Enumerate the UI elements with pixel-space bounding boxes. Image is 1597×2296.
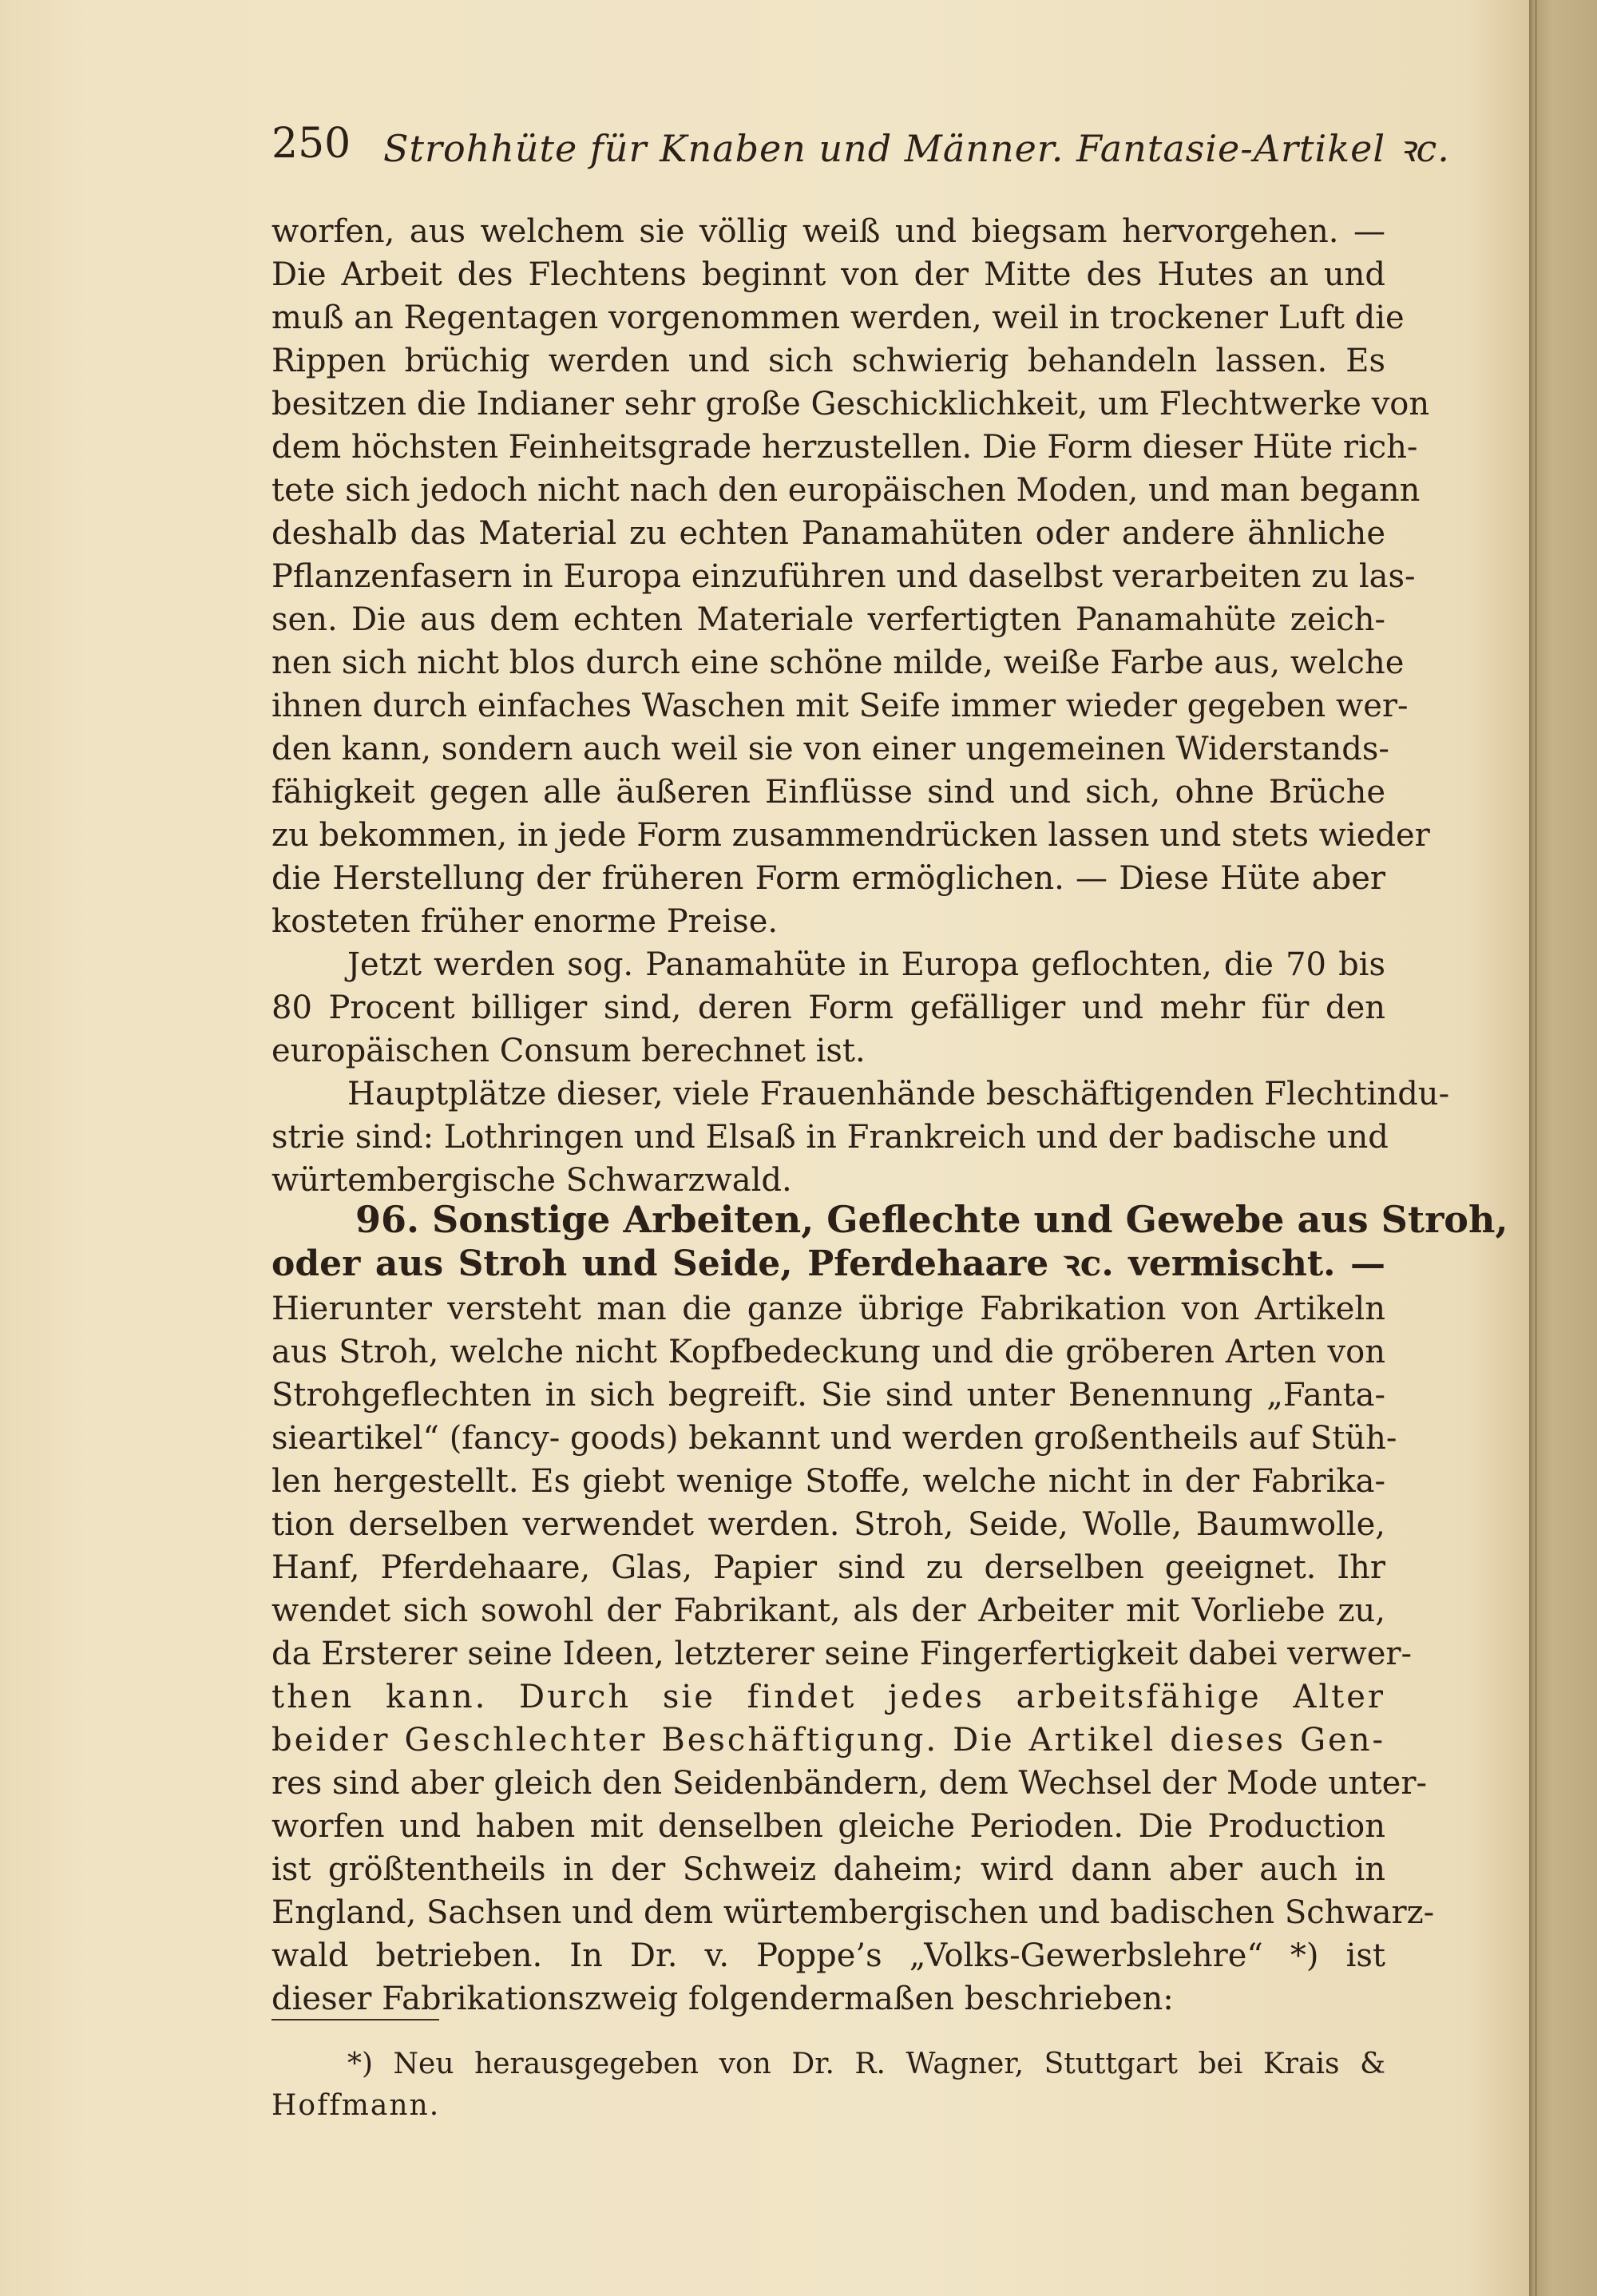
text-line: da Ersterer seine Ideen, letzterer seine Fingerfertigkeit dabei verwer- [271,1636,1413,1672]
section-heading-continued: oder aus Stroh und Seide, Pferdehaare ꝛc. vermischt. — [271,1243,1385,1284]
text-line: fähigkeit gegen alle äußeren Einflüsse sind und sich, ohne Brüche [271,774,1385,811]
text-line: deshalb das Material zu echten Panamahüten oder andere ähnliche [271,515,1385,552]
text-line: muß an Regentagen vorgenommen werden, weil in trockener Luft die [271,299,1405,336]
text-line: sen. Die aus dem echten Materiale verfertigten Panamahüte zeich- [271,601,1385,638]
text-line: Die Arbeit des Flechtens beginnt von der Mitte des Hutes an und [271,256,1385,293]
text-line: dem höchsten Feinheitsgrade herzustellen. Die Form dieser Hüte rich- [271,429,1418,466]
text-line: Jetzt werden sog. Panamahüte in Europa geflochten, die 70 bis [347,946,1385,983]
text-line: Hauptplätze dieser, viele Frauenhände beschäftigenden Flechtindu- [347,1076,1450,1112]
text-line: sieartikel“ (fancy- goods) bekannt und werden großentheils auf Stüh- [271,1420,1397,1457]
text-line: europäischen Consum berechnet ist. [271,1033,866,1069]
text-line: Rippen brüchig werden und sich schwierig behandeln lassen. Es [271,343,1385,379]
text-line: Hierunter versteht man die ganze übrige Fabrikation von Artikeln [271,1291,1385,1327]
text-line: tion derselben verwendet werden. Stroh, Seide, Wolle, Baumwolle, [271,1506,1385,1543]
text-line: then kann. Durch sie findet jedes arbeitsfähige Alter [271,1679,1385,1715]
text-line: Strohgeflechten in sich begreift. Sie sind unter Benennung „Fanta- [271,1377,1385,1414]
text-line: 80 Procent billiger sind, deren Form gefälliger und mehr für den [271,989,1385,1026]
text-line: aus Stroh, welche nicht Kopfbedeckung und die gröberen Arten von [271,1334,1385,1370]
text-line: die Herstellung der früheren Form ermöglichen. — Diese Hüte aber [271,860,1385,897]
text-line: besitzen die Indianer sehr große Geschicklichkeit, um Flechtwerke von [271,386,1430,422]
text-line: zu bekommen, in jede Form zusammendrücken lassen und stets wieder [271,817,1430,854]
text-line: tete sich jedoch nicht nach den europäischen Moden, und man begann [271,472,1421,509]
text-line: England, Sachsen und dem würtembergischen und badischen Schwarz- [271,1894,1435,1931]
section-heading: 96. Sonstige Arbeiten, Geflechte und Gewebe aus Stroh, [355,1198,1508,1241]
text-line: Hanf, Pferdehaare, Glas, Papier sind zu derselben geeignet. Ihr [271,1549,1385,1586]
text-line: Pflanzenfasern in Europa einzuführen und daselbst verarbeiten zu las- [271,558,1416,595]
text-line: wendet sich sowohl der Fabrikant, als der Arbeiter mit Vorliebe zu, [271,1592,1385,1629]
text-line: wald betrieben. In Dr. v. Poppe’s „Volks-Gewerbslehre“ *) ist [271,1937,1385,1974]
text-line: dieser Fabrikationszweig folgendermaßen beschrieben: [271,1981,1174,2017]
text-line: worfen, aus welchem sie völlig weiß und biegsam hervorgehen. — [271,213,1385,250]
text-line: den kann, sondern auch weil sie von einer ungemeinen Widerstands- [271,731,1389,767]
running-head: Strohhüte für Knaben und Männer. Fantasie-Artikel ꝛc. [383,127,1450,170]
text-line: kosteten früher enorme Preise. [271,903,779,940]
page-edge [1529,0,1597,2296]
text-line: res sind aber gleich den Seidenbändern, dem Wechsel der Mode unter- [271,1765,1427,1802]
page-number: 250 [271,120,351,168]
text-line: beider Geschlechter Beschäftigung. Die Artikel dieses Gen- [271,1722,1385,1759]
footnote-rule [271,2019,439,2020]
text-line: len hergestellt. Es giebt wenige Stoffe, welche nicht in der Fabrika- [271,1463,1385,1500]
text-line: nen sich nicht blos durch eine schöne milde, weiße Farbe aus, welche [271,644,1405,681]
text-line: ihnen durch einfaches Waschen mit Seife immer wieder gegeben wer- [271,688,1409,724]
text-line: würtembergische Schwarzwald. [271,1162,792,1199]
footnote-line: *) Neu herausgegeben von Dr. R. Wagner, Stuttgart bei Krais & [347,2048,1385,2080]
text-line: ist größtentheils in der Schweiz daheim; wird dann aber auch in [271,1851,1385,1888]
page-divider [1535,0,1537,2296]
text-line: worfen und haben mit denselben gleiche Perioden. Die Production [271,1808,1385,1845]
text-line: strie sind: Lothringen und Elsaß in Frankreich und der badische und [271,1119,1389,1156]
footnote-line: Hoffmann. [271,2089,441,2122]
page-header [271,120,1450,176]
